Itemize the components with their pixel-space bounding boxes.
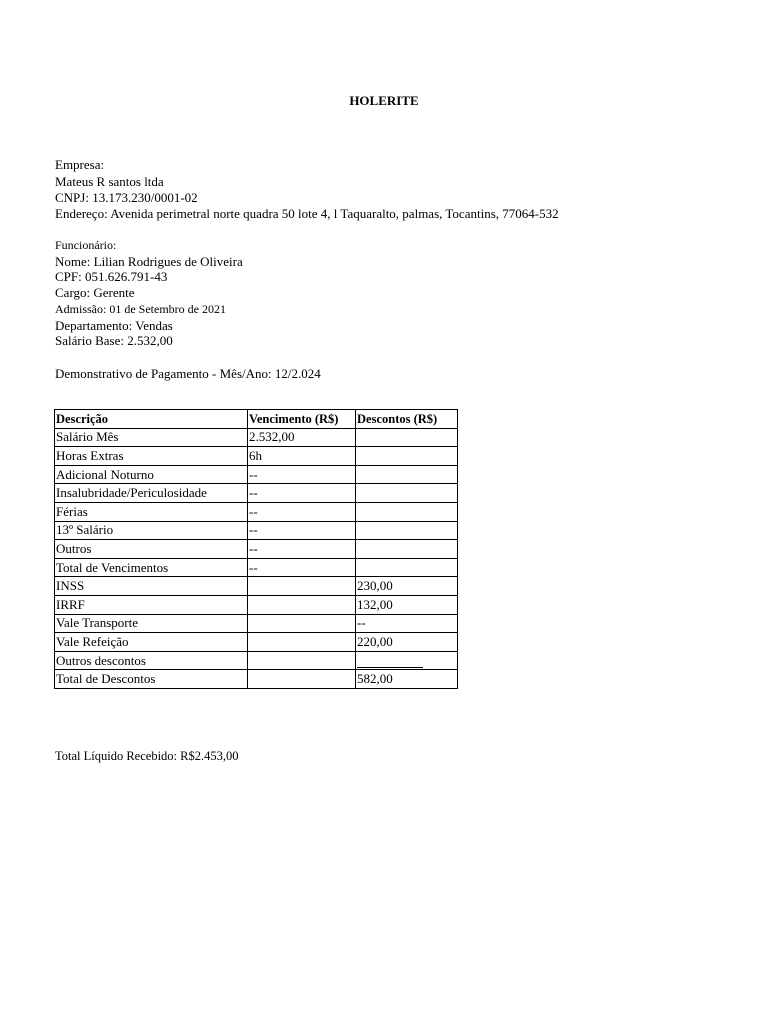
document-title: HOLERITE: [349, 93, 419, 108]
cell-description: Total de Descontos: [55, 670, 248, 689]
table-body: [55, 428, 458, 688]
cell-earnings: [248, 614, 356, 633]
table-row: [55, 651, 458, 670]
cell-deductions: --: [356, 614, 458, 633]
cell-earnings: 6h: [248, 447, 356, 466]
cell-description: Adicional Noturno: [55, 465, 248, 484]
cell-deductions: [356, 521, 458, 540]
employee-admission: Admissão: 01 de Setembro de 2021: [55, 302, 226, 316]
employee-cpf: CPF: 051.626.791-43: [55, 269, 168, 284]
employee-name: Nome: Lilian Rodrigues de Oliveira: [55, 254, 243, 269]
cell-earnings: --: [248, 484, 356, 503]
table-row: [55, 558, 458, 577]
cell-earnings: --: [248, 465, 356, 484]
table-row: [55, 595, 458, 614]
cell-earnings: 2.532,00: [248, 428, 356, 447]
cell-deductions: 220,00: [356, 633, 458, 652]
cell-description: INSS: [55, 577, 248, 596]
cell-earnings: [248, 651, 356, 670]
cell-deductions: [356, 558, 458, 577]
table-row: [55, 614, 458, 633]
employee-heading: Funcionário:: [55, 238, 117, 252]
cell-description: IRRF: [55, 595, 248, 614]
table-row: [55, 633, 458, 652]
cell-deductions: [356, 502, 458, 521]
cell-description: Salário Mês: [55, 428, 248, 447]
payslip-table: [54, 409, 458, 689]
cell-earnings: [248, 670, 356, 689]
cell-description: Total de Vencimentos: [55, 558, 248, 577]
company-name: Mateus R santos ltda: [55, 174, 164, 189]
cell-deductions: [356, 651, 458, 670]
cell-earnings: [248, 595, 356, 614]
cell-deductions: [356, 484, 458, 503]
header-description: Descrição: [55, 410, 248, 429]
company-cnpj: CNPJ: 13.173.230/0001-02: [55, 190, 198, 205]
cell-description: Férias: [55, 502, 248, 521]
cell-description: Vale Transporte: [55, 614, 248, 633]
table-row: [55, 521, 458, 540]
company-heading: Empresa:: [55, 157, 105, 172]
table-row: [55, 484, 458, 503]
header-deductions: Descontos (R$): [356, 410, 458, 429]
cell-earnings: [248, 633, 356, 652]
table-header-row: [55, 410, 458, 429]
table-row: [55, 465, 458, 484]
cell-earnings: --: [248, 502, 356, 521]
cell-earnings: --: [248, 521, 356, 540]
cell-deductions: [356, 540, 458, 559]
cell-deductions: 230,00: [356, 577, 458, 596]
cell-deductions: [356, 428, 458, 447]
cell-description: Horas Extras: [55, 447, 248, 466]
cell-earnings: --: [248, 540, 356, 559]
employee-base-salary: Salário Base: 2.532,00: [55, 333, 173, 348]
cell-earnings: --: [248, 558, 356, 577]
blank-underline: [357, 655, 423, 668]
net-received-total: Total Líquido Recebido: R$2.453,00: [55, 749, 239, 763]
table-row: [55, 447, 458, 466]
table-row: [55, 670, 458, 689]
company-address: Endereço: Avenida perimetral norte quadra 50 lote 4, l Taquaralto, palmas, Tocantins, 77064-532: [55, 206, 559, 221]
cell-description: 13º Salário: [55, 521, 248, 540]
table-row: [55, 540, 458, 559]
table-row: [55, 428, 458, 447]
cell-description: Vale Refeição: [55, 633, 248, 652]
table-row: [55, 577, 458, 596]
cell-deductions: [356, 447, 458, 466]
cell-description: Insalubridade/Periculosidade: [55, 484, 248, 503]
cell-deductions: [356, 465, 458, 484]
header-earnings: Vencimento (R$): [248, 410, 356, 429]
cell-deductions: 582,00: [356, 670, 458, 689]
table-row: [55, 502, 458, 521]
cell-deductions: 132,00: [356, 595, 458, 614]
employee-role: Cargo: Gerente: [55, 285, 135, 300]
cell-description: Outros: [55, 540, 248, 559]
employee-department: Departamento: Vendas: [55, 318, 173, 333]
statement-heading: Demonstrativo de Pagamento - Mês/Ano: 12/2.024: [55, 366, 321, 381]
cell-description: Outros descontos: [55, 651, 248, 670]
cell-earnings: [248, 577, 356, 596]
